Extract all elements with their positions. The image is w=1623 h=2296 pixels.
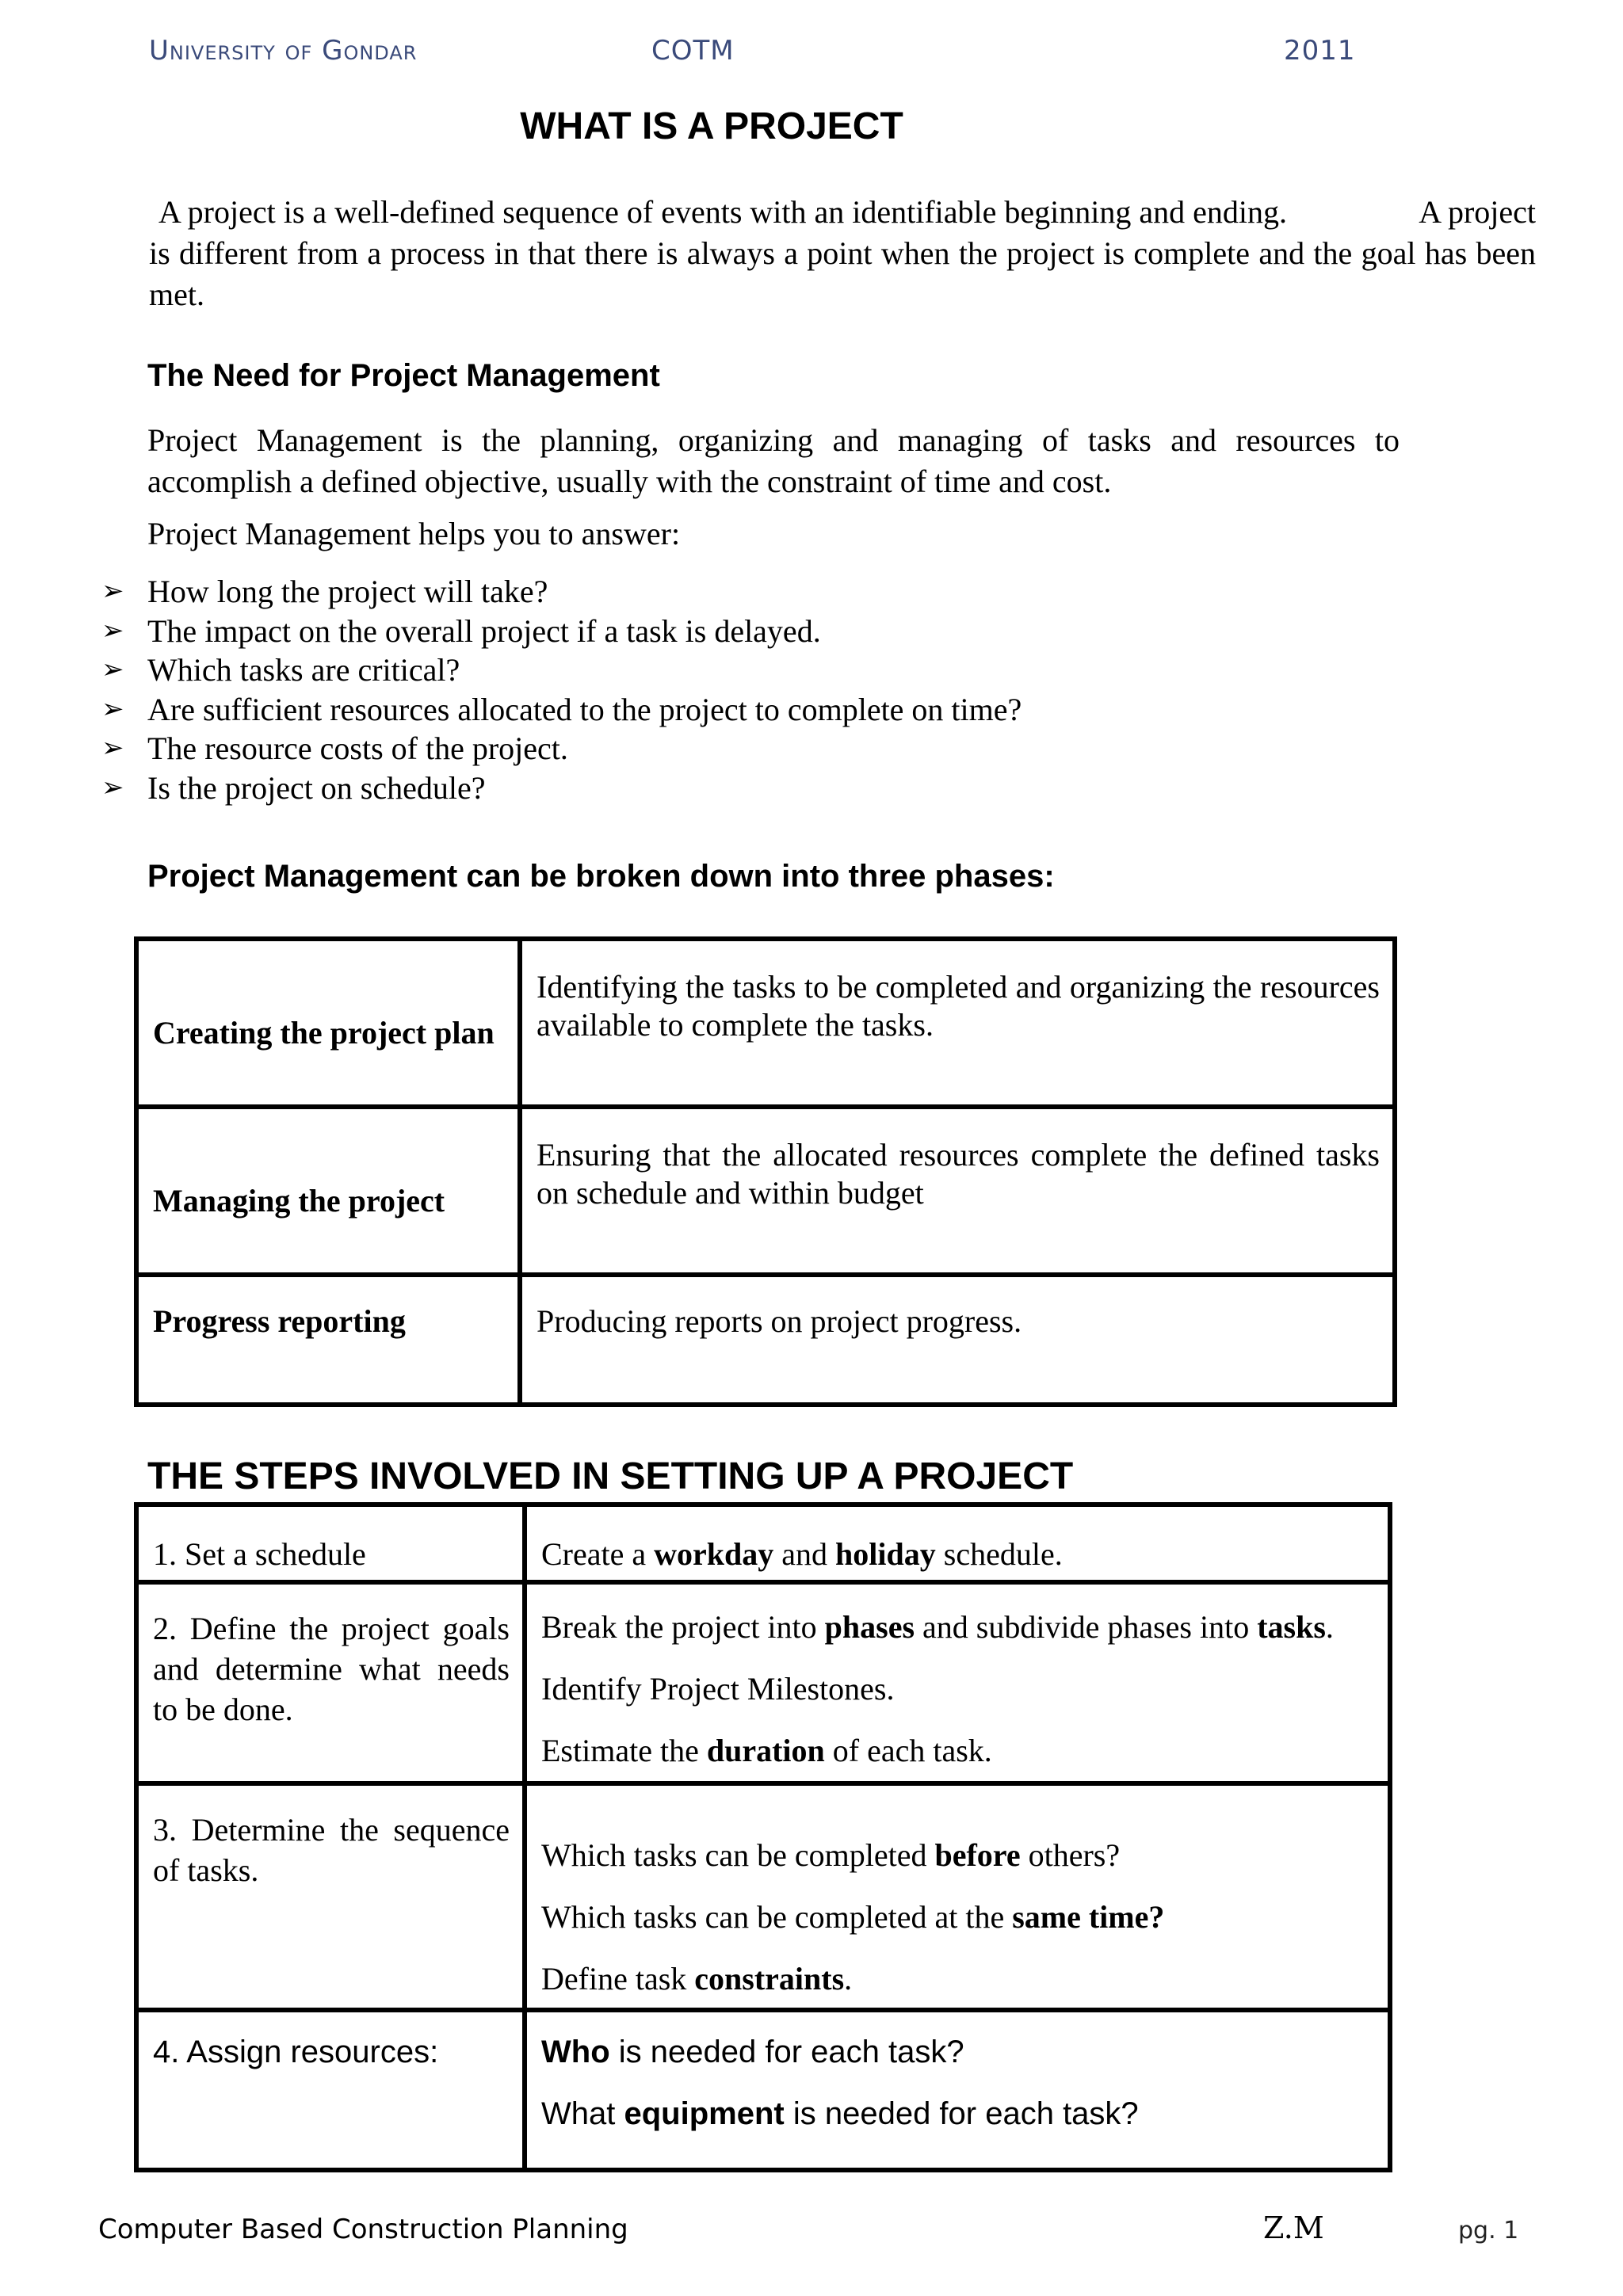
- list-item: ➢ Are sufficient resources allocated to the project to complete on time?: [95, 690, 1022, 730]
- phases-heading: Project Management can be broken down into three phases:: [147, 859, 1055, 894]
- page-title: WHAT IS A PROJECT: [520, 105, 903, 147]
- arrow-bullet-icon: ➢: [101, 732, 124, 764]
- intro-line1: A project is a well-defined sequence of events with an identifiable beginning and ending.: [158, 194, 1288, 230]
- need-helps: Project Management helps you to answer:: [147, 516, 681, 551]
- step-detail-cell: Which tasks can be completed before others? Which tasks can be completed at the same time? Define task constraints.: [525, 1783, 1390, 2010]
- arrow-bullet-icon: ➢: [101, 692, 124, 725]
- table-row: [136, 1275, 1395, 1405]
- list-item: ➢ Which tasks are critical?: [95, 650, 1022, 690]
- step-detail-cell: Who is needed for each task? What equipment is needed for each task?: [525, 2010, 1390, 2170]
- phase-desc-cell: Producing reports on project progress.: [520, 1275, 1395, 1405]
- need-definition: Project Management is the planning, organizing and managing of tasks and resources to accomplish a defined objective, usually with the constraint of time and cost.: [147, 422, 1400, 499]
- header-university: University of Gondar: [149, 35, 418, 67]
- phase-desc-cell: Identifying the tasks to be completed and organizing the resources available to complete the tasks.: [520, 939, 1395, 1107]
- table-row: [136, 2010, 1390, 2170]
- arrow-bullet-icon: ➢: [101, 575, 124, 607]
- step-label-cell: 4. Assign resources:: [136, 2010, 525, 2170]
- arrow-bullet-icon: ➢: [101, 771, 124, 803]
- step-label-cell: 3. Determine the sequence of tasks.: [136, 1783, 525, 2010]
- table-row: [136, 1505, 1390, 1582]
- steps-heading: THE STEPS INVOLVED IN SETTING UP A PROJECT: [147, 1455, 1074, 1497]
- list-item: ➢ The impact on the overall project if a task is delayed.: [95, 612, 1022, 651]
- steps-table: [134, 1502, 1392, 2172]
- table-row: [136, 1582, 1390, 1783]
- intro-rest: is different from a process in that there is always a point when the project is complete and the goal has been met.: [149, 235, 1536, 312]
- footer-initials: Z.M: [1263, 2210, 1324, 2245]
- step-label-cell: 1. Set a schedule: [136, 1505, 525, 1582]
- table-row: [136, 1107, 1395, 1275]
- list-item: ➢ Is the project on schedule?: [95, 769, 1022, 808]
- table-row: [136, 1783, 1390, 2010]
- arrow-bullet-icon: ➢: [101, 614, 124, 646]
- question-list: [95, 572, 1022, 807]
- phase-desc-cell: Ensuring that the allocated resources complete the defined tasks on schedule and within budget: [520, 1107, 1395, 1275]
- phases-table: [134, 936, 1397, 1407]
- header-dept: COTM: [651, 35, 735, 67]
- intro-line1b: A project: [1419, 194, 1536, 230]
- step-label-cell: 2. Define the project goals and determine what needs to be done.: [136, 1582, 525, 1783]
- footer-page-number: pg. 1: [1458, 2217, 1519, 2245]
- phase-name-cell: Progress reporting: [136, 1275, 520, 1405]
- arrow-bullet-icon: ➢: [101, 654, 124, 685]
- list-item: ➢ The resource costs of the project.: [95, 729, 1022, 769]
- header-year: 2011: [1284, 35, 1356, 67]
- step-detail-cell: Break the project into phases and subdivide phases into tasks. Identify Project Milestones. Estimate the duration of each task.: [525, 1582, 1390, 1783]
- list-item: ➢ How long the project will take?: [95, 572, 1022, 612]
- phase-name-cell: Managing the project: [136, 1107, 520, 1275]
- intro-paragraph: [149, 192, 1536, 315]
- step-detail-cell: Create a workday and holiday schedule.: [525, 1505, 1390, 1582]
- footer-course: Computer Based Construction Planning: [98, 2214, 628, 2245]
- phase-name-cell: Creating the project plan: [136, 939, 520, 1107]
- need-heading: The Need for Project Management: [147, 358, 660, 393]
- table-row: [136, 939, 1395, 1107]
